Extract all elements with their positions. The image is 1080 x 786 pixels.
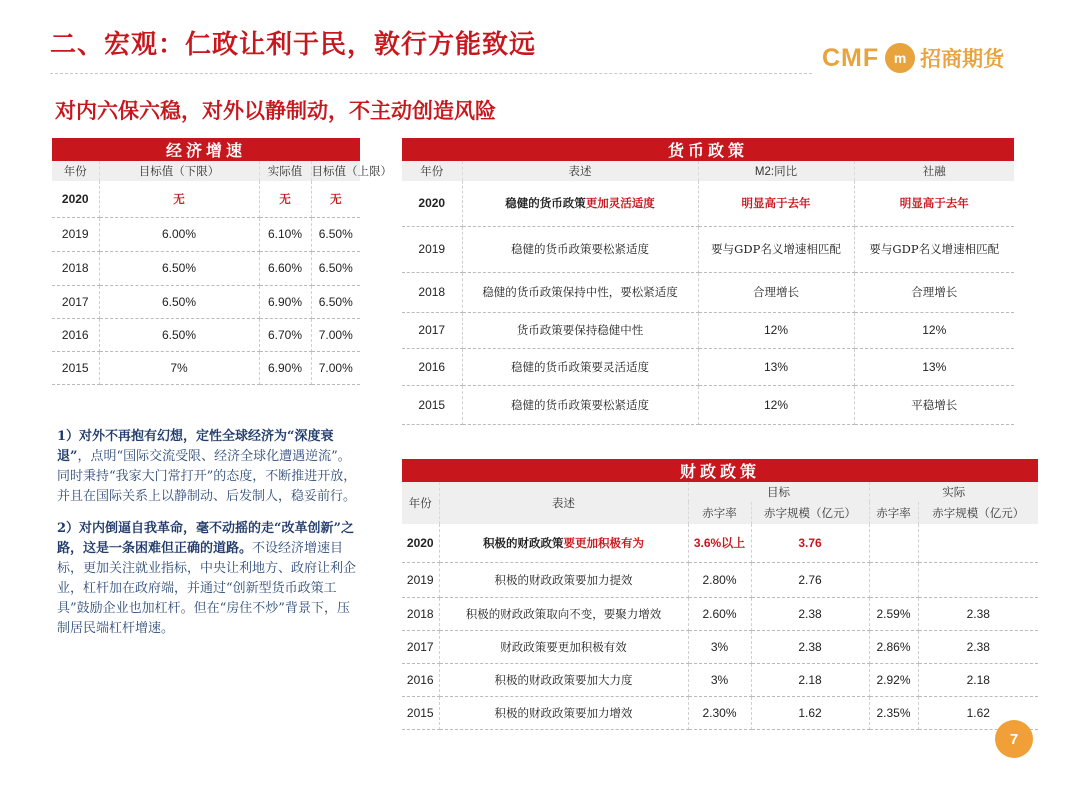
cell: 2.38 [918,630,1038,663]
cell: 2016 [52,318,99,351]
cell: 稳健的货币政策保持中性，要松紧适度 [462,272,698,312]
monetary-2020-m2: 明显高于去年 [698,181,854,226]
fiscal-2020-actual-scale [918,524,1038,562]
fiscal-col-target: 目标 [688,482,869,502]
cell: 2.38 [751,597,869,630]
cell: 积极的财政政策要加力增效 [439,696,688,729]
cell: 稳健的货币政策要松紧适度 [462,226,698,272]
note-2-body: 不设经济增速目标，更加关注就业指标，中央让利地方、政府让利企业，杠杆加在政府端，并通过“创新型货币政策工具”鼓励企业也加杠杆。但在“房住不炒”背景下，压制居民端杠杆增速。 [57,541,357,636]
cell: 13% [854,348,1014,385]
table-row [52,181,360,217]
note-paragraph-1 [57,427,357,507]
logo-company-name: 招商期货 [920,48,1005,71]
note-1-heading: 1）对外不再抱有幻想，定性全球经济为“深度衰退” [57,429,334,464]
cell: 6.50% [99,285,259,318]
monetary-col-desc: 表述 [462,161,698,181]
fiscal-col-target-scale: 赤字规模（亿元） [751,502,869,524]
monetary-table-title: 货币政策 [402,138,1014,161]
growth-col-actual: 实际值 [259,161,311,181]
fiscal-table-title: 财政政策 [402,459,1038,482]
table-row [52,251,360,285]
cell: 2018 [402,597,439,630]
cell: 2015 [402,385,462,424]
monetary-col-year: 年份 [402,161,462,181]
brand-logo [822,38,1004,78]
header-divider [50,73,812,74]
cell: 2015 [52,351,99,384]
cell: 平稳增长 [854,385,1014,424]
table-row [402,181,1014,226]
cell: 2019 [402,562,439,597]
cell: 2019 [402,226,462,272]
cell: 2.18 [918,663,1038,696]
cell: 3% [688,663,751,696]
desc-highlight: 要更加积极有为 [563,535,644,550]
cell: 2.76 [751,562,869,597]
cell: 7.00% [311,318,360,351]
cell: 2.35% [869,696,918,729]
cell: 2.38 [918,597,1038,630]
cell: 12% [698,385,854,424]
table-row [52,285,360,318]
growth-col-target-high: 目标值（上限） [311,161,360,181]
cell [869,562,918,597]
table-row [402,524,1038,562]
cell: 13% [698,348,854,385]
cell: 6.90% [259,285,311,318]
cell: 7.00% [311,351,360,384]
table-row [402,696,1038,729]
cell: 2.80% [688,562,751,597]
fiscal-col-actual-rate: 赤字率 [869,502,918,524]
cell: 12% [854,312,1014,348]
desc-part: 稳健的货币政策 [505,196,586,211]
cell: 积极的财政政策要加大力度 [439,663,688,696]
cell: 2017 [52,285,99,318]
monetary-col-m2: M2:同比 [698,161,854,181]
cell: 1.62 [918,696,1038,729]
cell: 6.50% [99,251,259,285]
monetary-2020-year: 2020 [402,181,462,226]
cell: 2.38 [751,630,869,663]
cell: 2017 [402,312,462,348]
growth-table [52,138,392,385]
cell: 合理增长 [854,272,1014,312]
desc-highlight: 更加灵活适度 [585,196,655,211]
cell: 2018 [52,251,99,285]
cell: 2.30% [688,696,751,729]
table-row [402,630,1038,663]
growth-col-year: 年份 [52,161,99,181]
cell [918,562,1038,597]
monetary-2020-social: 明显高于去年 [854,181,1014,226]
cell: 6.60% [259,251,311,285]
cell: 6.70% [259,318,311,351]
fiscal-2020-desc [439,524,688,562]
cell: 2019 [52,217,99,251]
logo-mark-icon: m [885,43,915,73]
page-title: 二、宏观：仁政让利于民，敦行方能致远 [50,29,537,59]
fiscal-col-desc: 表述 [439,482,688,524]
cell: 6.50% [99,318,259,351]
table-row [402,385,1014,424]
cell: 货币政策要保持稳健中性 [462,312,698,348]
growth-2020-year: 2020 [52,181,99,217]
cell: 积极的财政政策要加力提效 [439,562,688,597]
growth-table-title: 经济增速 [52,138,360,161]
cell: 财政政策要更加积极有效 [439,630,688,663]
cell: 稳健的货币政策要灵活适度 [462,348,698,385]
cell: 2017 [402,630,439,663]
growth-2020-target-high: 无 [311,181,360,217]
cell: 6.50% [311,285,360,318]
cell: 12% [698,312,854,348]
table-row [52,318,360,351]
cell: 6.00% [99,217,259,251]
cell: 2018 [402,272,462,312]
table-row [52,217,360,251]
cell: 稳健的货币政策要松紧适度 [462,385,698,424]
cell: 2.18 [751,663,869,696]
monetary-col-social: 社融 [854,161,1014,181]
fiscal-col-actual: 实际 [869,482,1038,502]
cell: 2.92% [869,663,918,696]
monetary-table [402,138,1014,425]
monetary-2020-desc [462,181,698,226]
cell: 6.50% [311,217,360,251]
fiscal-2020-target-rate: 3.6%以上 [688,524,751,562]
cell: 1.62 [751,696,869,729]
cell: 2016 [402,663,439,696]
fiscal-2020-target-scale: 3.76 [751,524,869,562]
table-row [402,663,1038,696]
cell: 要与GDP名义增速相匹配 [698,226,854,272]
fiscal-2020-year: 2020 [402,524,439,562]
table-row [52,351,360,384]
growth-col-target-low: 目标值（下限） [99,161,259,181]
cell: 积极的财政政策取向不变，要聚力增效 [439,597,688,630]
table-row [402,226,1014,272]
cell: 6.50% [311,251,360,285]
cell: 2015 [402,696,439,729]
fiscal-col-year: 年份 [402,482,439,524]
fiscal-col-actual-scale: 赤字规模（亿元） [918,502,1038,524]
table-row [402,272,1014,312]
cell: 3% [688,630,751,663]
cell: 2.86% [869,630,918,663]
page-subtitle: 对内六保六稳，对外以静制动，不主动创造风险 [55,100,496,123]
cell: 7% [99,351,259,384]
cell: 2016 [402,348,462,385]
growth-2020-target-low: 无 [99,181,259,217]
cell: 6.10% [259,217,311,251]
analysis-notes [57,427,357,651]
cell: 合理增长 [698,272,854,312]
table-row [402,597,1038,630]
desc-part: 积极的财政政策 [483,535,564,550]
table-row [402,562,1038,597]
fiscal-2020-actual-rate [869,524,918,562]
cell: 2.59% [869,597,918,630]
logo-cmf-text: CMF [822,43,880,72]
cell: 6.90% [259,351,311,384]
table-row [402,348,1014,385]
fiscal-table [402,459,1038,730]
page-number-badge: 7 [995,720,1033,758]
table-row [402,312,1014,348]
note-1-body: ，点明“国际交流受限、经济全球化遭遇逆流”。同时秉持“我家大门常打开”的态度，不断推进开放，并且在国际关系上以静制动、后发制人，稳妥前行。 [57,449,357,504]
note-2-heading: 2）对内倒逼自我革命，毫不动摇的走“改革创新”之路，这是一条困难但正确的道路。 [57,521,355,556]
cell: 2.60% [688,597,751,630]
growth-2020-actual: 无 [259,181,311,217]
fiscal-col-target-rate: 赤字率 [688,502,751,524]
note-paragraph-2 [57,519,357,639]
cell: 要与GDP名义增速相匹配 [854,226,1014,272]
